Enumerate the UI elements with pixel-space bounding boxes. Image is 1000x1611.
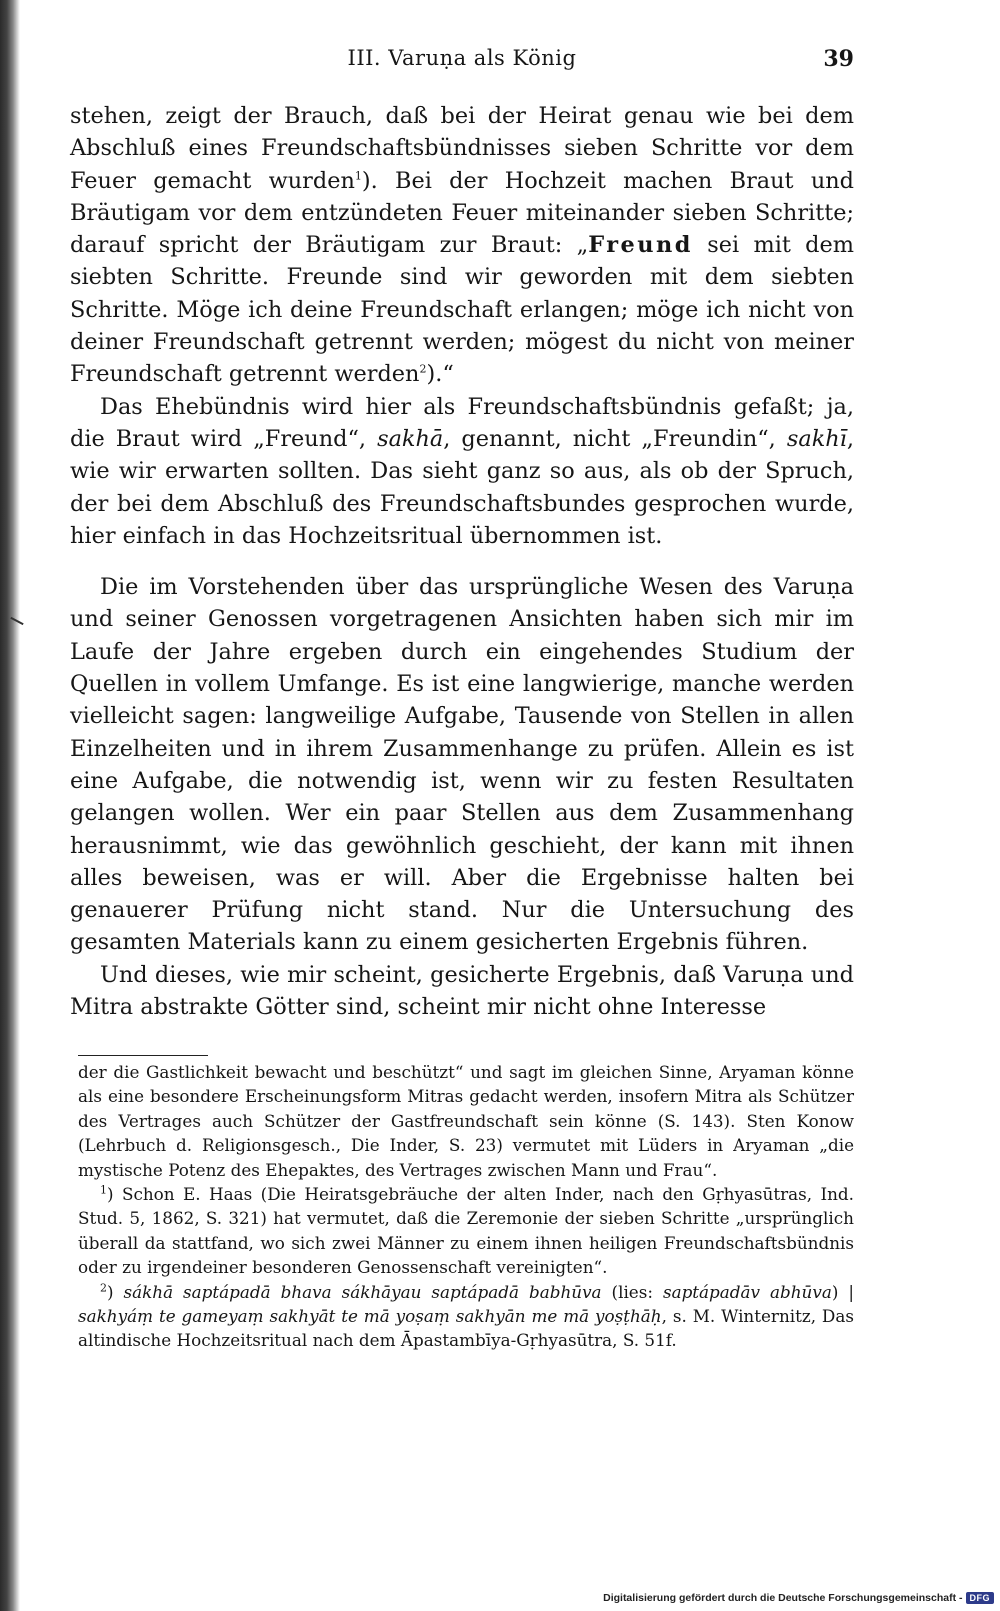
text-run: Das Ehebündnis wird hier als Freundschaftsbündnis gefaßt; ja, die Braut wird „Freund“, [70, 393, 854, 452]
paragraph [70, 959, 854, 1024]
text-run: ) | [831, 1281, 854, 1302]
footnotes [78, 1060, 854, 1353]
text-run: ) Schon E. Haas (Die Heiratsgebräuche der alten Inder, nach den Gṛhyasūtras, Ind. Stud. 5, 1862, S. 321) hat vermutet, daß die Zeremonie der sieben Schritte „ursprünglich überall da stattfand, wo sich zwei Männer zu einem ihnen heiligen Freundschaftsbündnis oder zu irgendeiner besonderen Genossenschaft vereinigten“. [78, 1184, 854, 1278]
text-run: (lies: [601, 1281, 663, 1302]
text-run: Freund [588, 232, 693, 259]
footnote-ref: 1 [100, 1183, 107, 1197]
text-run: , s. M. Winternitz, Das altindische Hochzeitsritual nach dem Āpastambīya-Gṛhyasūtra, S. 51f. [78, 1306, 855, 1351]
text-run: , genannt, nicht „Freundin“, [443, 425, 787, 452]
text-run: ). Bei der Hochzeit machen Braut und Bräutigam vor dem entzündeten Feuer miteinander sieben Schritte; darauf spricht der Bräutigam zur Braut: „ [70, 167, 854, 259]
text-run: Und dieses, wie mir scheint, gesicherte Ergebnis, daß Varuṇa und Mitra abstrakte Götter sind, scheint mir nicht ohne Interesse [70, 961, 854, 1021]
text-run: , wie wir erwarten sollten. Das sieht ganz so aus, als ob der Spruch, der bei dem Abschluß des Freundschaftsbundes gesprochen wurde, hier einfach in das Hochzeitsritual übernommen ist. [70, 425, 854, 549]
paragraph [70, 100, 854, 391]
italic-term: sákhā saptápadā bhava sákhāyau saptápadā babhūva [123, 1281, 602, 1302]
scan-page-edge [0, 0, 20, 1611]
footnote-ref: 1 [354, 169, 362, 183]
footnote-ref: 2 [419, 362, 427, 376]
text-run: Die im Vorstehenden über das ursprüngliche Wesen des Varuṇa und seiner Genossen vorgetragenen Ansichten haben sich mir im Laufe der Jahre ergeben durch ein eingehendes Studium der Quellen in vollem Umfange. Es ist eine langwierige, manche werden vielleicht sagen: langweilige Aufgabe, Tausende von Stellen in allen Einzelheiten und in ihrem Zusammenhange zu prüfen. Allein es ist eine Aufgabe, die notwendig ist, wenn wir zu festen Resultaten gelangen wollen. Wer ein paar Stellen aus dem Zusammenhang herausnimmt, wie das gewöhnlich geschieht, der kann mit ihnen alles beweisen, was er will. Aber die Ergebnisse halten bei genauerer Prüfung nicht stand. Nur die Untersuchung des gesamten Materials kann zu einem gesicherten Ergebnis führen. [70, 574, 854, 956]
italic-term: sakhā [377, 425, 444, 452]
page-footer [603, 1590, 994, 1606]
footnote [78, 1060, 854, 1182]
main-text [70, 100, 854, 1023]
page-number: 39 [823, 46, 854, 72]
page-header [70, 46, 854, 80]
italic-term: saptápadāv abhūva [662, 1281, 832, 1302]
text-run: ).“ [426, 361, 454, 388]
paragraph [70, 571, 854, 959]
italic-term: sakhī [786, 425, 847, 452]
text-run: stehen, zeigt der Brauch, daß bei der Heirat genau wie bei dem Abschluß eines Freundschaftsbündnisses sieben Schritte vor dem Feuer gemacht wurden [70, 103, 854, 194]
running-title: III. Varuṇa als König [347, 46, 577, 70]
footnote-rule [78, 1055, 208, 1056]
text-run: sei mit dem siebten Schritte. Freunde sind wir geworden mit dem siebten Schritte. Möge ich deine Freundschaft erlangen; möge ich nicht von deiner Freundschaft getrennt werden; mögest du nicht von meiner Freundschaft getrennt werden [70, 232, 854, 388]
footnote [78, 1280, 854, 1353]
dfg-logo-icon: DFG [966, 1592, 995, 1604]
footnote [78, 1182, 854, 1280]
footnote-ref: 2 [100, 1281, 107, 1295]
text-run: der die Gastlichkeit bewacht und beschützt“ und sagt im gleichen Sinne, Aryaman könne als eine besondere Erscheinungsform Mitras gedacht werden, insofern Mitra als Schützer des Vertrages auch Schützer der Gastfreundschaft sein könne (S. 143). Sten Konow (Lehrbuch d. Religionsgesch., Die Inder, S. 23) vermutet mit Lüders in Aryaman „die mystische Potenz des Ehepaktes, des Vertrages zwischen Mann und Frau“. [78, 1062, 854, 1180]
paragraph [70, 391, 854, 552]
italic-term: sakhyáṃ te gameyaṃ sakhyāt te mā yoṣaṃ sakhyān me mā yoṣṭhāḥ [78, 1306, 662, 1327]
dfg-credit: Digitalisierung gefördert durch die Deutsche Forschungsgemeinschaft - [603, 1592, 963, 1604]
text-run: ) [107, 1281, 124, 1302]
